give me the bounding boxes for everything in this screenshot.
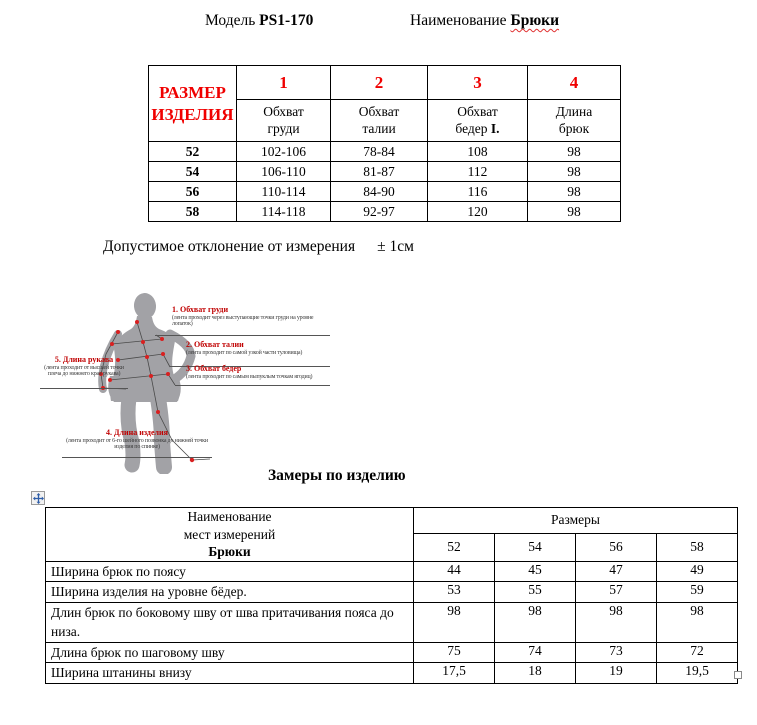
- row-value: 19: [576, 663, 657, 684]
- sizes-header: Размеры: [414, 508, 738, 534]
- tolerance-label: Допустимое отклонение от измерения: [103, 238, 356, 255]
- value-cell: 78-84: [331, 142, 428, 162]
- row-value: 75: [414, 642, 495, 663]
- corner-line1: РАЗМЕР: [159, 83, 226, 103]
- row-name: Ширина изделия на уровне бёдер.: [46, 582, 414, 603]
- size-cell: 54: [149, 162, 237, 182]
- row-value: 47: [576, 561, 657, 582]
- annotation-garment-length: 4. Длина изделия (лента проходит от 6-го шейного позвонка до нижней точки изделия по спинке): [62, 429, 212, 458]
- size-col-58: 58: [657, 533, 738, 561]
- value-cell: 116: [428, 182, 528, 202]
- value-cell: 98: [528, 162, 621, 182]
- annotation-sleeve-length: 5. Длина рукава (лента проходит от высшей точки плеча до нижнего края рукава): [40, 356, 128, 389]
- measure-row-waist-width: [46, 561, 738, 582]
- row-name: Ширина брюк по поясу: [46, 561, 414, 582]
- row-value: 72: [657, 642, 738, 663]
- name-label: Наименование: [410, 12, 507, 29]
- size-col-54: 54: [495, 533, 576, 561]
- measurements-heading: Замеры по изделию: [268, 467, 406, 484]
- value-cell: 102-106: [237, 142, 331, 162]
- value-cell: 81-87: [331, 162, 428, 182]
- size-cell: 56: [149, 182, 237, 202]
- row-value: 53: [414, 582, 495, 603]
- row-value: 57: [576, 582, 657, 603]
- size-row-54: [149, 162, 621, 182]
- table-resize-handle[interactable]: [734, 671, 742, 679]
- measure-row-side-seam-length: [46, 602, 738, 642]
- size-cell: 58: [149, 202, 237, 222]
- row-value: 55: [495, 582, 576, 603]
- value-cell: 114-118: [237, 202, 331, 222]
- col-num-4: 4: [528, 66, 621, 100]
- value-cell: 98: [528, 202, 621, 222]
- row-value: 73: [576, 642, 657, 663]
- annotation-chest: 1. Обхват груди (лента проходит через выступающие точки груди на уровне лопаток): [155, 306, 330, 336]
- row-value: 74: [495, 642, 576, 663]
- corner-line2: ИЗДЕЛИЯ: [151, 104, 234, 124]
- size-col-56: 56: [576, 533, 657, 561]
- row-name: Длин брюк по боковому шву от шва притачивания пояса до низа.: [46, 602, 414, 642]
- model-value: PS1-170: [259, 12, 314, 29]
- size-row-58: [149, 202, 621, 222]
- row-value: 44: [414, 561, 495, 582]
- size-table: [148, 65, 621, 222]
- table-move-handle[interactable]: [31, 491, 45, 505]
- size-col-52: 52: [414, 533, 495, 561]
- name-value: Брюки: [510, 12, 560, 29]
- value-cell: 112: [428, 162, 528, 182]
- row-value: 45: [495, 561, 576, 582]
- measurement-figure: [40, 292, 320, 474]
- annotation-waist: 2. Обхват талии (лента проходит по самой узкой части туловища): [170, 341, 330, 367]
- name-title: [410, 12, 559, 30]
- value-cell: 98: [528, 142, 621, 162]
- value-cell: 84-90: [331, 182, 428, 202]
- col-label-3: Обхват бедер I.: [428, 100, 528, 142]
- measure-row-leg-opening-width: [46, 663, 738, 684]
- size-cell: 52: [149, 142, 237, 162]
- col-num-3: 3: [428, 66, 528, 100]
- col-label-1: Обхват груди: [237, 100, 331, 142]
- tolerance-value: ± 1см: [377, 238, 414, 255]
- value-cell: 108: [428, 142, 528, 162]
- value-cell: 120: [428, 202, 528, 222]
- value-cell: 106-110: [237, 162, 331, 182]
- row-value: 17,5: [414, 663, 495, 684]
- row-value: 59: [657, 582, 738, 603]
- row-value: 98: [414, 602, 495, 642]
- col-num-1: 1: [237, 66, 331, 100]
- model-title: [205, 12, 313, 30]
- size-row-52: [149, 142, 621, 162]
- col-num-2: 2: [331, 66, 428, 100]
- measurements-table: [45, 507, 738, 684]
- value-cell: 98: [528, 182, 621, 202]
- row-value: 19,5: [657, 663, 738, 684]
- measure-row-inseam-length: [46, 642, 738, 663]
- model-label: Модель: [205, 12, 256, 29]
- value-cell: 110-114: [237, 182, 331, 202]
- size-table-corner-header: [149, 66, 237, 142]
- row-value: 18: [495, 663, 576, 684]
- row-value: 98: [576, 602, 657, 642]
- col-label-2: Обхват талии: [331, 100, 428, 142]
- measurements-name-header: Наименование мест измерений Брюки: [46, 508, 414, 562]
- measure-row-hip-width: [46, 582, 738, 603]
- annotation-hips: 3. Обхват бедер (лента проходит по самым выпуклым точкам ягодиц): [175, 365, 330, 386]
- size-row-56: [149, 182, 621, 202]
- value-cell: 92-97: [331, 202, 428, 222]
- row-value: 98: [495, 602, 576, 642]
- tolerance-note: [103, 238, 414, 256]
- row-value: 98: [657, 602, 738, 642]
- move-arrows-icon: [33, 493, 44, 504]
- row-name: Ширина штанины внизу: [46, 663, 414, 684]
- row-value: 49: [657, 561, 738, 582]
- row-name: Длина брюк по шаговому шву: [46, 642, 414, 663]
- col-label-4: Длина брюк: [528, 100, 621, 142]
